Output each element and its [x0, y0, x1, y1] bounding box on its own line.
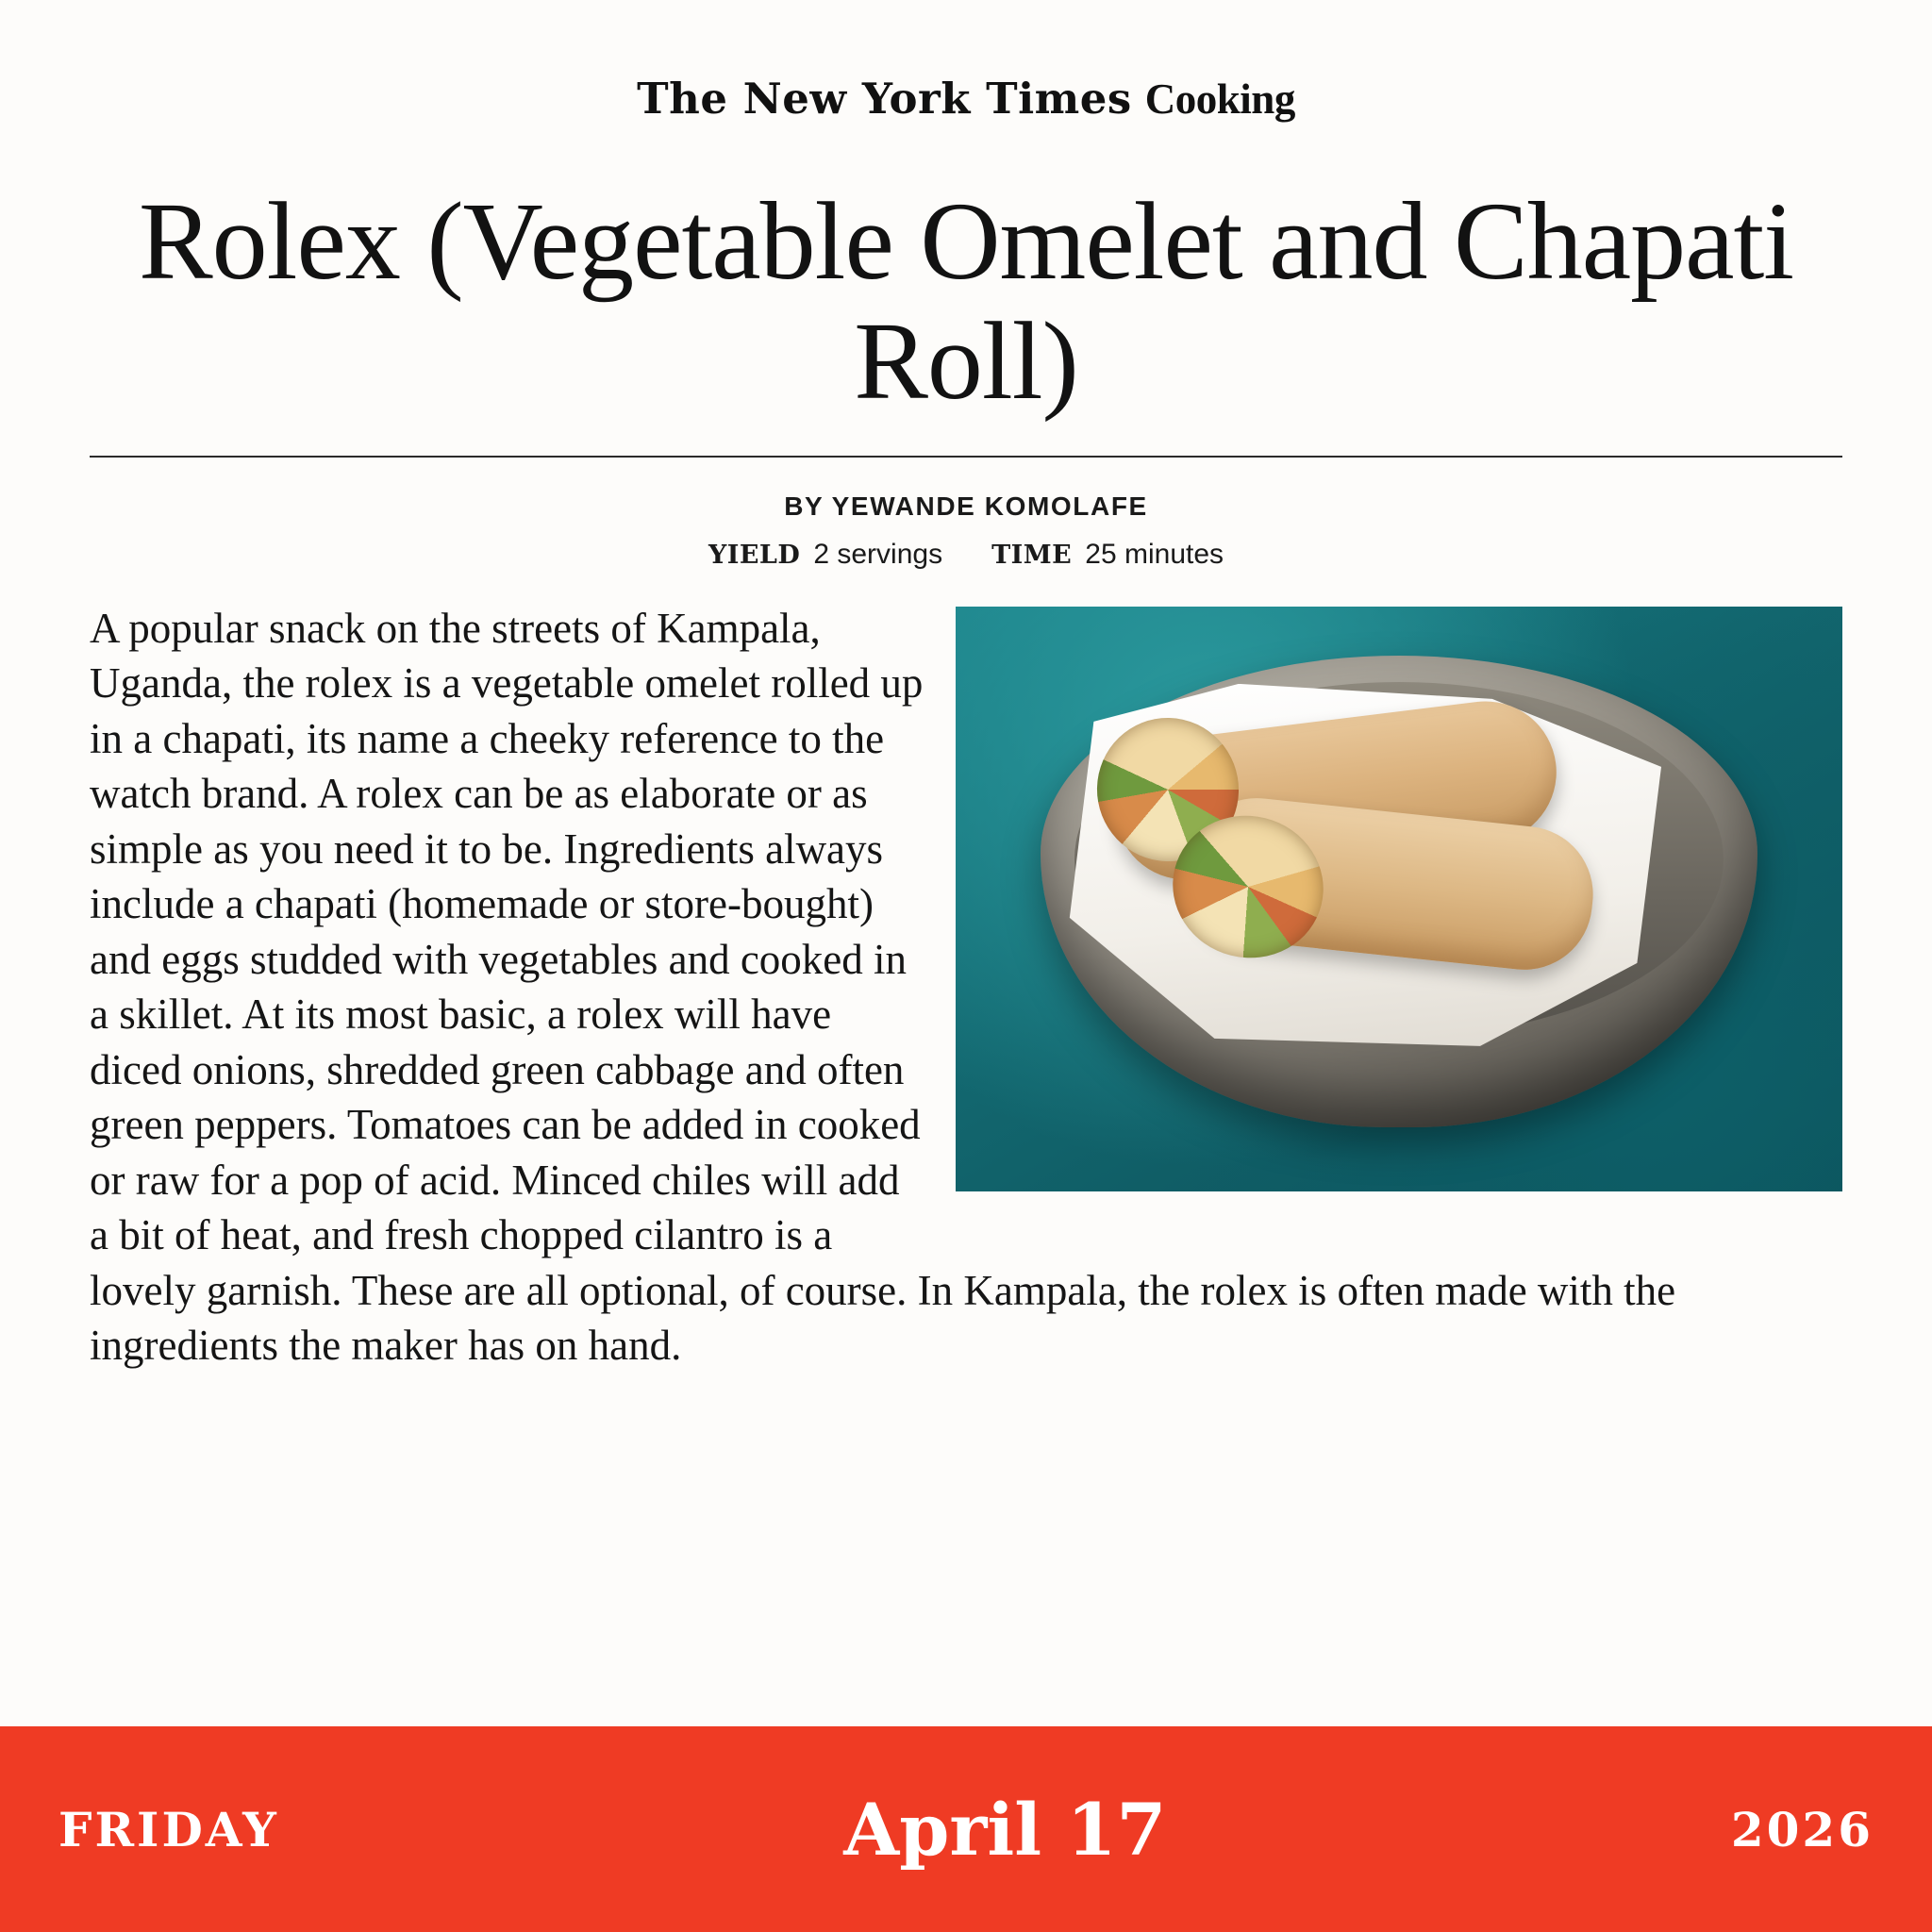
yield-label: YIELD [708, 540, 801, 570]
time-label: TIME [991, 540, 1073, 570]
footer-weekday: FRIDAY [58, 1801, 279, 1857]
masthead [0, 0, 1932, 140]
footer-date: April 17 [843, 1787, 1167, 1872]
time-value: 25 minutes [1085, 538, 1224, 570]
byline: BY YEWANDE KOMOLAFE [784, 491, 1148, 521]
masthead-section: Cooking [1144, 75, 1295, 123]
recipe-description: A popular snack on the streets of Kampala, Uganda, the rolex is a vegetable omelet rolled up in a chapati, its name a cheeky reference to the watch brand. A rolex can be as elaborate or as simple as you need it to be. Ingredients always include a chapati (homemade or store-bought) and eggs studded with vegetables and cooked in a skillet. At its most basic, a rolex will have diced onions, shredded green cabbage and often green peppers. Tomatoes can be added in cooked or raw for a pop of acid. Minced chiles will add a bit of heat, and fresh chopped cilantro is a lovely garnish. These are all optional, of course. In Kampala, the rolex is often made with the ingredients the maker has on hand. [90, 604, 1676, 1370]
masthead-brand: The New York Times [637, 74, 1132, 124]
page-title: Rolex (Vegetable Omelet and Chapati Roll) [138, 179, 1794, 424]
yield-value: 2 servings [813, 538, 943, 570]
article-body [0, 571, 1932, 1726]
masthead-logo [637, 74, 1295, 124]
byline-block [0, 458, 1932, 571]
date-footer [0, 1726, 1932, 1932]
footer-year: 2026 [1730, 1801, 1874, 1857]
recipe-photo [956, 607, 1842, 1191]
recipe-meta [0, 539, 1932, 571]
title-block [0, 140, 1932, 422]
